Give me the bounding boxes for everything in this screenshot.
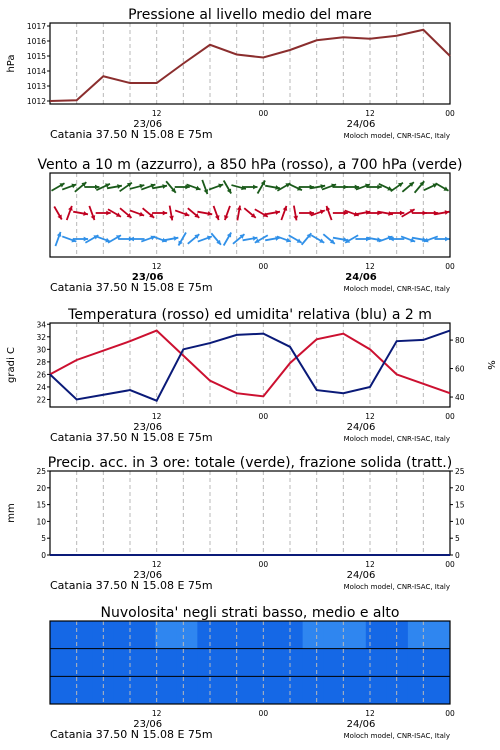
- cloud-cell: [408, 676, 430, 704]
- y-tick-label: 1014: [26, 67, 46, 76]
- date-label: 23/06: [133, 422, 163, 433]
- y-axis-label: hPa: [6, 54, 17, 73]
- cloud-cell: [324, 649, 346, 677]
- wind-arrow-head: [445, 237, 449, 242]
- y-tick-label: 28: [36, 357, 46, 367]
- x-tick-label: 12: [151, 412, 162, 421]
- cloud-cell: [50, 676, 72, 704]
- cloud-cell: [197, 676, 219, 704]
- x-tick-label: 00: [258, 109, 269, 118]
- cloud-cell: [155, 621, 177, 649]
- y-tick-label: 32: [36, 332, 46, 342]
- y-tick-label: 10: [36, 517, 46, 527]
- precip-frame: [50, 471, 450, 555]
- wind-arrow-head: [253, 185, 257, 190]
- x-tick-label: 12: [365, 262, 375, 271]
- cloud-cell: [303, 649, 325, 677]
- x-tick-label: 00: [258, 709, 269, 718]
- x-tick-label: 12: [151, 560, 162, 569]
- y-tick-label-right: 5: [455, 534, 460, 544]
- y-tick-label: 34: [36, 320, 46, 330]
- x-tick-label: 00: [445, 109, 455, 118]
- date-label: 24/06: [346, 719, 376, 730]
- date-label: 24/06: [346, 570, 376, 581]
- cloud-cell: [176, 676, 198, 704]
- series-line: [50, 331, 450, 401]
- y-tick-label-right: 15: [455, 500, 465, 510]
- date-label: 23/06: [133, 719, 163, 730]
- credit-label: Moloch model, CNR-ISAC, Italy: [343, 285, 450, 293]
- cloud-cell: [239, 621, 261, 649]
- y-tick-label-right: 10: [455, 517, 465, 527]
- cloud-cell: [366, 649, 388, 677]
- cloud-cell: [429, 676, 451, 704]
- wind-arrow-head: [163, 211, 167, 216]
- location-label: Catania 37.50 N 15.08 E 75m: [50, 579, 213, 592]
- y-axis-label-right: %: [485, 360, 496, 370]
- x-tick-label: 00: [445, 412, 455, 421]
- cloud-cell: [387, 649, 409, 677]
- cloud-cell: [282, 621, 304, 649]
- cloud-cell: [324, 676, 346, 704]
- chart-title: Pressione al livello medio del mare: [128, 7, 372, 23]
- y-tick-label-right: 60: [455, 364, 465, 374]
- date-label: 24/06: [346, 422, 376, 433]
- cloud-cell: [155, 649, 177, 677]
- y-tick-label-right: 0: [455, 551, 460, 560]
- cloud-cell: [387, 676, 409, 704]
- credit-label: Moloch model, CNR-ISAC, Italy: [343, 732, 450, 740]
- cloud-cell: [176, 621, 198, 649]
- y-tick-label: 1013: [26, 82, 46, 91]
- cloud-cell: [387, 621, 409, 649]
- credit-label: Moloch model, CNR-ISAC, Italy: [343, 583, 450, 591]
- cloud-cell: [113, 676, 135, 704]
- cloud-cell: [324, 621, 346, 649]
- credit-label: Moloch model, CNR-ISAC, Italy: [343, 435, 450, 443]
- cloud-cell: [197, 649, 219, 677]
- cloud-cell: [345, 649, 367, 677]
- x-tick-label: 12: [365, 709, 375, 718]
- cloud-cell: [408, 621, 430, 649]
- credit-label: Moloch model, CNR-ISAC, Italy: [343, 132, 450, 140]
- x-tick-label: 12: [151, 262, 162, 271]
- cloud-cell: [71, 621, 93, 649]
- cloud-cell: [239, 676, 261, 704]
- y-tick-label: 20: [36, 483, 46, 493]
- cloud-cell: [113, 621, 135, 649]
- date-label: 23/06: [131, 272, 164, 283]
- x-tick-label: 00: [445, 262, 455, 271]
- chart-title: Vento a 10 m (azzurro), a 850 hPa (rosso), a 700 hPa (verde): [37, 157, 463, 173]
- location-label: Catania 37.50 N 15.08 E 75m: [50, 281, 213, 294]
- cloud-cell: [345, 621, 367, 649]
- cloud-cell: [429, 649, 451, 677]
- series-line: [50, 331, 450, 397]
- cloud-cell: [303, 676, 325, 704]
- y-tick-label: 0: [41, 551, 46, 560]
- y-tick-label-right: 25: [455, 467, 465, 476]
- x-tick-label: 00: [258, 560, 269, 569]
- x-tick-label: 12: [365, 412, 375, 421]
- y-tick-label: 1016: [26, 37, 46, 46]
- y-tick-label: 1012: [26, 97, 46, 106]
- cloud-cell: [366, 621, 388, 649]
- y-tick-label: 1017: [26, 22, 46, 31]
- cloud-cell: [50, 621, 72, 649]
- y-axis-label: mm: [6, 503, 17, 523]
- cloud-cell: [134, 649, 156, 677]
- cloud-cell: [71, 649, 93, 677]
- location-label: Catania 37.50 N 15.08 E 75m: [50, 128, 213, 141]
- y-tick-label: 5: [41, 534, 46, 544]
- cloud-cell: [155, 676, 177, 704]
- y-tick-label: 30: [36, 345, 46, 355]
- y-tick-label-right: 40: [455, 393, 465, 403]
- chart-title: Nuvolosita' negli strati basso, medio e alto: [100, 605, 400, 621]
- cloud-cell: [50, 649, 72, 677]
- x-tick-label: 12: [151, 109, 162, 118]
- series-line: [50, 30, 450, 101]
- y-tick-label: 25: [36, 467, 46, 476]
- y-axis-label: gradi C: [6, 347, 17, 383]
- chart-title: Temperatura (rosso) ed umidita' relativa (blu) a 2 m: [68, 307, 432, 323]
- location-label: Catania 37.50 N 15.08 E 75m: [50, 728, 213, 741]
- location-label: Catania 37.50 N 15.08 E 75m: [50, 431, 213, 444]
- y-tick-label-right: 20: [455, 483, 465, 493]
- y-tick-label: 26: [36, 370, 46, 380]
- chart-title: Precip. acc. in 3 ore: totale (verde), frazione solida (tratt.): [47, 455, 453, 471]
- cloud-cell: [345, 676, 367, 704]
- pressure-frame: [50, 23, 450, 104]
- y-tick-label: 15: [36, 500, 46, 510]
- date-label: 24/06: [346, 119, 376, 130]
- y-tick-label: 1015: [26, 52, 46, 61]
- cloud-cell: [197, 621, 219, 649]
- cloud-cell: [303, 621, 325, 649]
- x-tick-label: 12: [151, 709, 162, 718]
- cloud-cell: [282, 649, 304, 677]
- date-label: 23/06: [133, 570, 163, 581]
- x-tick-label: 00: [258, 262, 269, 271]
- x-tick-label: 12: [365, 109, 375, 118]
- cloud-cell: [113, 649, 135, 677]
- cloud-cell: [134, 676, 156, 704]
- cloud-cell: [239, 649, 261, 677]
- x-tick-label: 12: [365, 560, 375, 569]
- x-tick-label: 00: [445, 709, 455, 718]
- date-label: 24/06: [345, 272, 377, 283]
- x-tick-label: 00: [445, 560, 455, 569]
- cloud-cell: [71, 676, 93, 704]
- cloud-cell: [134, 621, 156, 649]
- cloud-cell: [408, 649, 430, 677]
- y-tick-label-right: 80: [455, 336, 465, 346]
- cloud-cell: [429, 621, 451, 649]
- cloud-cell: [282, 676, 304, 704]
- cloud-cell: [176, 649, 198, 677]
- cloud-cell: [366, 676, 388, 704]
- y-tick-label: 24: [36, 382, 46, 392]
- y-tick-label: 22: [36, 395, 46, 405]
- x-tick-label: 00: [258, 412, 269, 421]
- date-label: 23/06: [133, 119, 163, 130]
